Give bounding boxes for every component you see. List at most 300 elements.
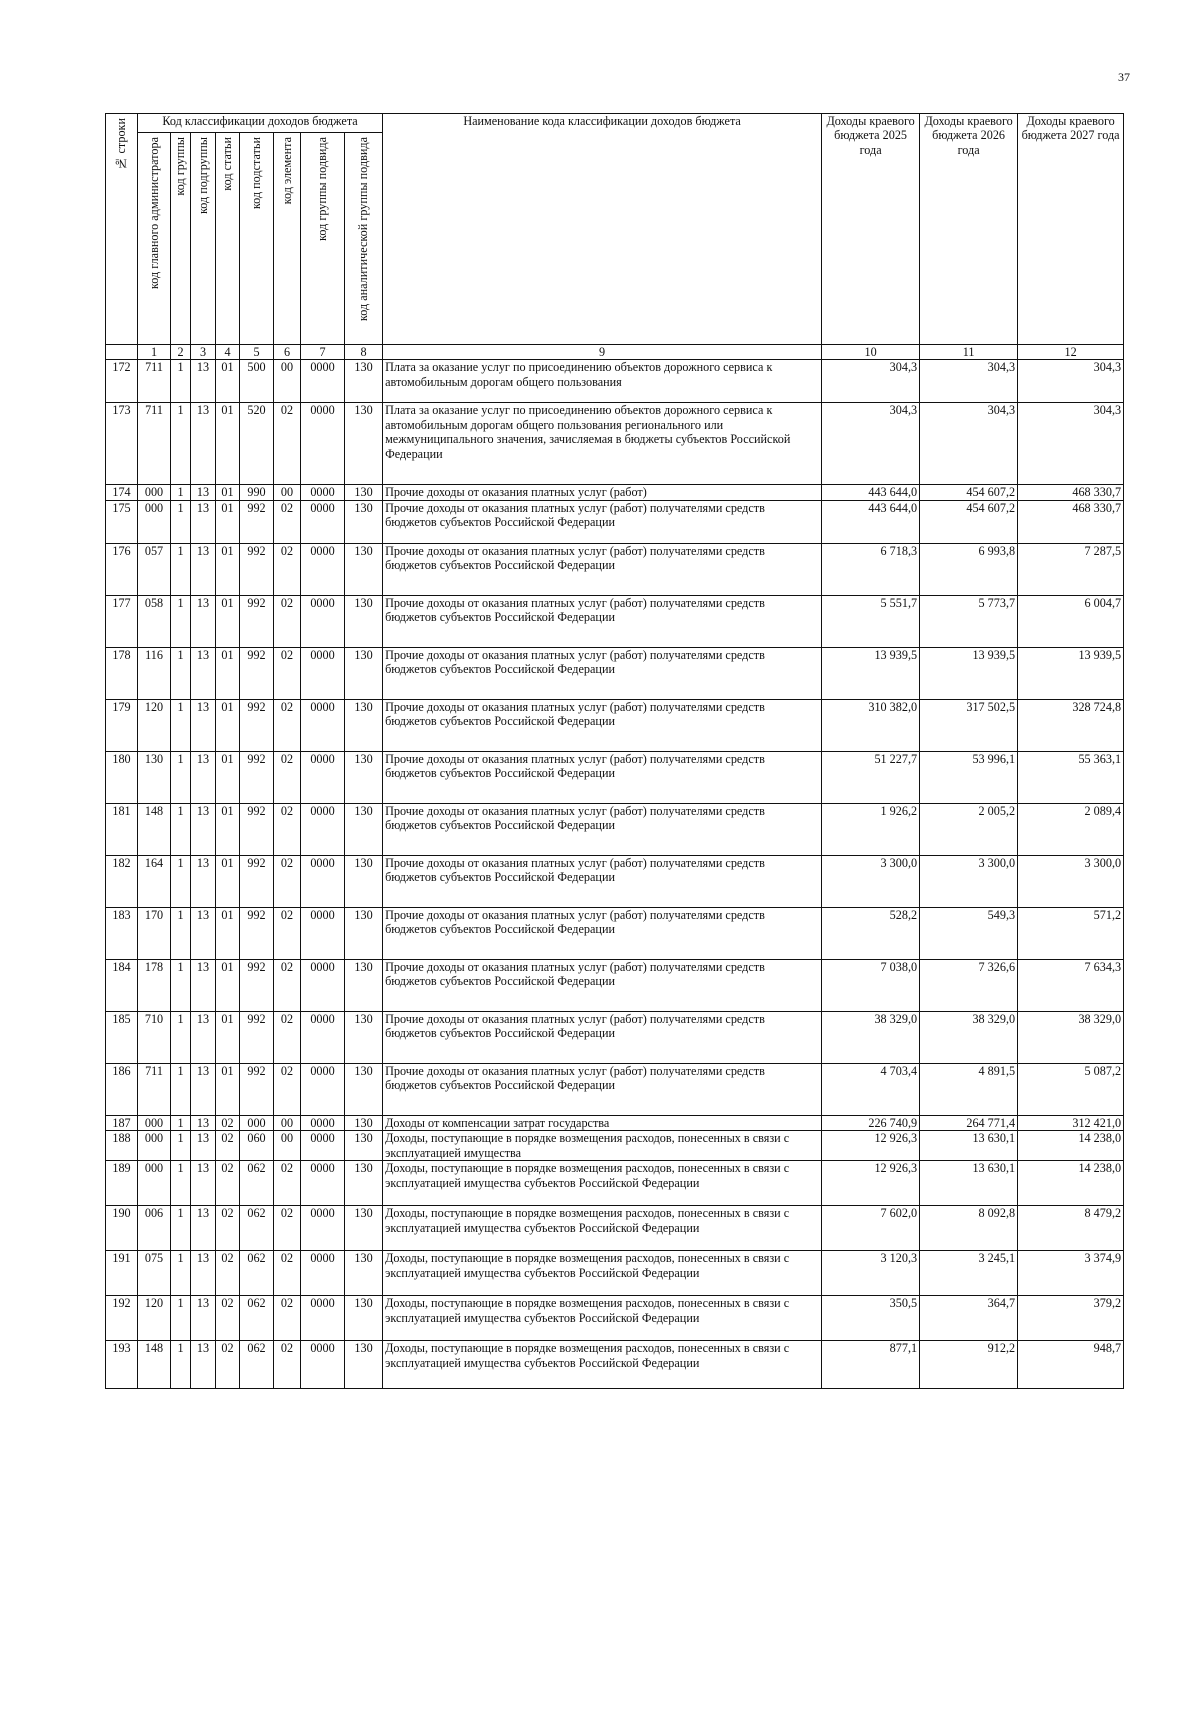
header-analytic-subtype-code: код аналитической группы подвида	[345, 133, 383, 345]
element-code: 00	[274, 1131, 301, 1161]
subgroup-code: 13	[191, 1206, 216, 1251]
group-code: 1	[171, 485, 191, 500]
row-number: 177	[106, 595, 138, 647]
group-code: 1	[171, 1011, 191, 1063]
column-number: 4	[216, 345, 240, 360]
article-code: 01	[216, 1063, 240, 1115]
column-number	[106, 345, 138, 360]
revenue-name: Доходы, поступающие в порядке возмещения расходов, понесенных в связи с эксплуатацией имущества	[383, 1131, 822, 1161]
column-number: 7	[301, 345, 345, 360]
admin-code: 711	[138, 360, 171, 403]
group-code: 1	[171, 360, 191, 403]
subtype-group-code: 0000	[301, 1206, 345, 1251]
element-code: 02	[274, 1206, 301, 1251]
column-number-row	[106, 345, 1124, 360]
subtype-group-code: 0000	[301, 699, 345, 751]
header-year-2025: Доходы краевого бюджета 2025 года	[822, 114, 920, 345]
subgroup-code: 13	[191, 907, 216, 959]
subgroup-code: 13	[191, 500, 216, 543]
header-row-number: № строки	[106, 114, 138, 345]
group-code: 1	[171, 1206, 191, 1251]
table-row	[106, 1115, 1124, 1130]
element-code: 02	[274, 1251, 301, 1296]
subtype-group-code: 0000	[301, 1251, 345, 1296]
amount-2027: 312 421,0	[1018, 1115, 1124, 1130]
amount-2027: 14 238,0	[1018, 1161, 1124, 1206]
amount-2027: 38 329,0	[1018, 1011, 1124, 1063]
revenue-name: Доходы, поступающие в порядке возмещения расходов, понесенных в связи с эксплуатацией имущества субъектов Российской Федерации	[383, 1341, 822, 1389]
header-subtype-group-code: код группы подвида	[301, 133, 345, 345]
amount-2025: 350,5	[822, 1296, 920, 1341]
group-code: 1	[171, 500, 191, 543]
row-number: 172	[106, 360, 138, 403]
header-name-column: Наименование кода классификации доходов бюджета	[383, 114, 822, 345]
subarticle-code: 000	[240, 1115, 274, 1130]
analytic-subtype-code: 130	[345, 1161, 383, 1206]
amount-2025: 304,3	[822, 403, 920, 485]
subtype-group-code: 0000	[301, 959, 345, 1011]
subtype-group-code: 0000	[301, 803, 345, 855]
analytic-subtype-code: 130	[345, 907, 383, 959]
subarticle-code: 062	[240, 1296, 274, 1341]
analytic-subtype-code: 130	[345, 500, 383, 543]
revenue-name: Прочие доходы от оказания платных услуг (работ) получателями средств бюджетов субъектов Российской Федерации	[383, 803, 822, 855]
article-code: 01	[216, 403, 240, 485]
group-code: 1	[171, 1131, 191, 1161]
amount-2027: 3 374,9	[1018, 1251, 1124, 1296]
row-number: 192	[106, 1296, 138, 1341]
subtype-group-code: 0000	[301, 1161, 345, 1206]
subgroup-code: 13	[191, 699, 216, 751]
amount-2025: 51 227,7	[822, 751, 920, 803]
analytic-subtype-code: 130	[345, 360, 383, 403]
table-row	[106, 855, 1124, 907]
subgroup-code: 13	[191, 855, 216, 907]
revenue-classification-table	[105, 113, 1124, 1389]
amount-2025: 13 939,5	[822, 647, 920, 699]
group-code: 1	[171, 595, 191, 647]
amount-2027: 468 330,7	[1018, 485, 1124, 500]
element-code: 02	[274, 1161, 301, 1206]
amount-2027: 304,3	[1018, 360, 1124, 403]
analytic-subtype-code: 130	[345, 1206, 383, 1251]
amount-2027: 6 004,7	[1018, 595, 1124, 647]
amount-2026: 264 771,4	[920, 1115, 1018, 1130]
table-row	[106, 751, 1124, 803]
amount-2026: 364,7	[920, 1296, 1018, 1341]
element-code: 00	[274, 360, 301, 403]
admin-code: 000	[138, 500, 171, 543]
admin-code: 711	[138, 1063, 171, 1115]
subgroup-code: 13	[191, 485, 216, 500]
article-code: 02	[216, 1296, 240, 1341]
amount-2025: 304,3	[822, 360, 920, 403]
group-code: 1	[171, 907, 191, 959]
amount-2026: 13 630,1	[920, 1131, 1018, 1161]
subgroup-code: 13	[191, 360, 216, 403]
amount-2025: 226 740,9	[822, 1115, 920, 1130]
admin-code: 006	[138, 1206, 171, 1251]
article-code: 01	[216, 500, 240, 543]
amount-2027: 7 634,3	[1018, 959, 1124, 1011]
header-admin-code: код главного администратора	[138, 133, 171, 345]
subtype-group-code: 0000	[301, 360, 345, 403]
analytic-subtype-code: 130	[345, 543, 383, 595]
amount-2025: 443 644,0	[822, 485, 920, 500]
amount-2026: 304,3	[920, 360, 1018, 403]
revenue-name: Прочие доходы от оказания платных услуг (работ) получателями средств бюджетов субъектов Российской Федерации	[383, 595, 822, 647]
amount-2027: 948,7	[1018, 1341, 1124, 1389]
revenue-name: Плата за оказание услуг по присоединению объектов дорожного сервиса к автомобильным дорогам общего пользования	[383, 360, 822, 403]
amount-2027: 13 939,5	[1018, 647, 1124, 699]
row-number: 188	[106, 1131, 138, 1161]
amount-2027: 7 287,5	[1018, 543, 1124, 595]
revenue-name: Прочие доходы от оказания платных услуг (работ) получателями средств бюджетов субъектов Российской Федерации	[383, 907, 822, 959]
column-number: 5	[240, 345, 274, 360]
table-row	[106, 1206, 1124, 1251]
admin-code: 130	[138, 751, 171, 803]
subgroup-code: 13	[191, 803, 216, 855]
row-number: 193	[106, 1341, 138, 1389]
analytic-subtype-code: 130	[345, 699, 383, 751]
admin-code: 164	[138, 855, 171, 907]
revenue-name: Прочие доходы от оказания платных услуг (работ) получателями средств бюджетов субъектов Российской Федерации	[383, 647, 822, 699]
subtype-group-code: 0000	[301, 1341, 345, 1389]
admin-code: 000	[138, 1131, 171, 1161]
admin-code: 000	[138, 485, 171, 500]
admin-code: 057	[138, 543, 171, 595]
group-code: 1	[171, 751, 191, 803]
admin-code: 178	[138, 959, 171, 1011]
subgroup-code: 13	[191, 1115, 216, 1130]
amount-2025: 6 718,3	[822, 543, 920, 595]
group-code: 1	[171, 403, 191, 485]
row-number: 190	[106, 1206, 138, 1251]
amount-2025: 7 038,0	[822, 959, 920, 1011]
analytic-subtype-code: 130	[345, 403, 383, 485]
row-number: 181	[106, 803, 138, 855]
table-row	[106, 1251, 1124, 1296]
amount-2025: 12 926,3	[822, 1131, 920, 1161]
amount-2026: 4 891,5	[920, 1063, 1018, 1115]
amount-2027: 379,2	[1018, 1296, 1124, 1341]
amount-2025: 528,2	[822, 907, 920, 959]
element-code: 02	[274, 907, 301, 959]
table-row	[106, 803, 1124, 855]
subgroup-code: 13	[191, 647, 216, 699]
column-number: 12	[1018, 345, 1124, 360]
row-number: 184	[106, 959, 138, 1011]
element-code: 00	[274, 1115, 301, 1130]
subtype-group-code: 0000	[301, 1296, 345, 1341]
analytic-subtype-code: 130	[345, 1296, 383, 1341]
amount-2027: 468 330,7	[1018, 500, 1124, 543]
amount-2027: 2 089,4	[1018, 803, 1124, 855]
table-row	[106, 595, 1124, 647]
row-number: 191	[106, 1251, 138, 1296]
header-year-2026: Доходы краевого бюджета 2026 года	[920, 114, 1018, 345]
amount-2026: 53 996,1	[920, 751, 1018, 803]
amount-2025: 443 644,0	[822, 500, 920, 543]
amount-2026: 549,3	[920, 907, 1018, 959]
subarticle-code: 992	[240, 1063, 274, 1115]
subtype-group-code: 0000	[301, 647, 345, 699]
analytic-subtype-code: 130	[345, 959, 383, 1011]
amount-2025: 5 551,7	[822, 595, 920, 647]
article-code: 01	[216, 803, 240, 855]
group-code: 1	[171, 699, 191, 751]
amount-2027: 5 087,2	[1018, 1063, 1124, 1115]
group-code: 1	[171, 1341, 191, 1389]
subgroup-code: 13	[191, 1131, 216, 1161]
article-code: 02	[216, 1251, 240, 1296]
amount-2026: 304,3	[920, 403, 1018, 485]
table-row	[106, 647, 1124, 699]
analytic-subtype-code: 130	[345, 1011, 383, 1063]
header-group-code: код группы	[171, 133, 191, 345]
admin-code: 120	[138, 699, 171, 751]
subgroup-code: 13	[191, 543, 216, 595]
amount-2027: 328 724,8	[1018, 699, 1124, 751]
amount-2027: 14 238,0	[1018, 1131, 1124, 1161]
table-row	[106, 1296, 1124, 1341]
row-number: 176	[106, 543, 138, 595]
revenue-name: Доходы, поступающие в порядке возмещения расходов, понесенных в связи с эксплуатацией имущества субъектов Российской Федерации	[383, 1206, 822, 1251]
amount-2027: 304,3	[1018, 403, 1124, 485]
subgroup-code: 13	[191, 751, 216, 803]
analytic-subtype-code: 130	[345, 803, 383, 855]
revenue-name: Прочие доходы от оказания платных услуг (работ) получателями средств бюджетов субъектов Российской Федерации	[383, 543, 822, 595]
subtype-group-code: 0000	[301, 1011, 345, 1063]
column-number: 2	[171, 345, 191, 360]
table-row	[106, 699, 1124, 751]
subgroup-code: 13	[191, 403, 216, 485]
table-row	[106, 1341, 1124, 1389]
analytic-subtype-code: 130	[345, 1251, 383, 1296]
article-code: 01	[216, 1011, 240, 1063]
subarticle-code: 992	[240, 855, 274, 907]
subtype-group-code: 0000	[301, 595, 345, 647]
amount-2026: 912,2	[920, 1341, 1018, 1389]
amount-2026: 2 005,2	[920, 803, 1018, 855]
analytic-subtype-code: 130	[345, 855, 383, 907]
subarticle-code: 992	[240, 699, 274, 751]
subarticle-code: 500	[240, 360, 274, 403]
table-row	[106, 959, 1124, 1011]
article-code: 01	[216, 699, 240, 751]
amount-2026: 3 300,0	[920, 855, 1018, 907]
amount-2026: 5 773,7	[920, 595, 1018, 647]
amount-2025: 12 926,3	[822, 1161, 920, 1206]
subarticle-code: 062	[240, 1206, 274, 1251]
element-code: 02	[274, 647, 301, 699]
article-code: 01	[216, 543, 240, 595]
revenue-name: Прочие доходы от оказания платных услуг (работ) получателями средств бюджетов субъектов Российской Федерации	[383, 1011, 822, 1063]
admin-code: 058	[138, 595, 171, 647]
article-code: 01	[216, 855, 240, 907]
amount-2026: 13 630,1	[920, 1161, 1018, 1206]
table-row	[106, 360, 1124, 403]
subarticle-code: 062	[240, 1341, 274, 1389]
admin-code: 148	[138, 803, 171, 855]
amount-2026: 6 993,8	[920, 543, 1018, 595]
element-code: 02	[274, 1341, 301, 1389]
header-subgroup-code: код подгруппы	[191, 133, 216, 345]
admin-code: 148	[138, 1341, 171, 1389]
amount-2026: 8 092,8	[920, 1206, 1018, 1251]
analytic-subtype-code: 130	[345, 595, 383, 647]
element-code: 02	[274, 699, 301, 751]
amount-2025: 310 382,0	[822, 699, 920, 751]
group-code: 1	[171, 803, 191, 855]
subarticle-code: 992	[240, 647, 274, 699]
amount-2027: 55 363,1	[1018, 751, 1124, 803]
page-number: 37	[1118, 70, 1130, 84]
subtype-group-code: 0000	[301, 485, 345, 500]
column-number: 10	[822, 345, 920, 360]
amount-2026: 13 939,5	[920, 647, 1018, 699]
element-code: 02	[274, 595, 301, 647]
analytic-subtype-code: 130	[345, 485, 383, 500]
element-code: 02	[274, 803, 301, 855]
article-code: 01	[216, 907, 240, 959]
subtype-group-code: 0000	[301, 1131, 345, 1161]
table-row	[106, 1131, 1124, 1161]
revenue-name: Прочие доходы от оказания платных услуг (работ) получателями средств бюджетов субъектов Российской Федерации	[383, 500, 822, 543]
analytic-subtype-code: 130	[345, 647, 383, 699]
subgroup-code: 13	[191, 1161, 216, 1206]
amount-2026: 317 502,5	[920, 699, 1018, 751]
subarticle-code: 990	[240, 485, 274, 500]
subtype-group-code: 0000	[301, 1115, 345, 1130]
subarticle-code: 992	[240, 751, 274, 803]
amount-2027: 3 300,0	[1018, 855, 1124, 907]
group-code: 1	[171, 1161, 191, 1206]
header-classification-group: Код классификации доходов бюджета	[138, 114, 383, 133]
revenue-name: Прочие доходы от оказания платных услуг (работ) получателями средств бюджетов субъектов Российской Федерации	[383, 699, 822, 751]
element-code: 02	[274, 959, 301, 1011]
article-code: 02	[216, 1206, 240, 1251]
amount-2026: 454 607,2	[920, 485, 1018, 500]
subarticle-code: 992	[240, 907, 274, 959]
row-number: 180	[106, 751, 138, 803]
amount-2027: 571,2	[1018, 907, 1124, 959]
article-code: 01	[216, 647, 240, 699]
group-code: 1	[171, 959, 191, 1011]
subgroup-code: 13	[191, 595, 216, 647]
element-code: 02	[274, 855, 301, 907]
article-code: 01	[216, 595, 240, 647]
revenue-name: Прочие доходы от оказания платных услуг (работ) получателями средств бюджетов субъектов Российской Федерации	[383, 959, 822, 1011]
table-row	[106, 1063, 1124, 1115]
admin-code: 170	[138, 907, 171, 959]
subgroup-code: 13	[191, 959, 216, 1011]
subtype-group-code: 0000	[301, 403, 345, 485]
column-number: 9	[383, 345, 822, 360]
amount-2026: 3 245,1	[920, 1251, 1018, 1296]
group-code: 1	[171, 855, 191, 907]
table-row	[106, 500, 1124, 543]
column-number: 3	[191, 345, 216, 360]
article-code: 01	[216, 959, 240, 1011]
admin-code: 000	[138, 1115, 171, 1130]
row-number: 185	[106, 1011, 138, 1063]
row-number: 182	[106, 855, 138, 907]
subarticle-code: 062	[240, 1251, 274, 1296]
subarticle-code: 060	[240, 1131, 274, 1161]
article-code: 01	[216, 360, 240, 403]
element-code: 02	[274, 403, 301, 485]
row-number: 186	[106, 1063, 138, 1115]
subgroup-code: 13	[191, 1341, 216, 1389]
header-subarticle-code: код подстатьи	[240, 133, 274, 345]
revenue-name: Плата за оказание услуг по присоединению объектов дорожного сервиса к автомобильным дорогам общего пользования регионального или межмуниципального значения, зачисляемая в бюджеты субъектов Российской Федерации	[383, 403, 822, 485]
admin-code: 116	[138, 647, 171, 699]
revenue-name: Доходы, поступающие в порядке возмещения расходов, понесенных в связи с эксплуатацией имущества субъектов Российской Федерации	[383, 1251, 822, 1296]
admin-code: 710	[138, 1011, 171, 1063]
row-number: 178	[106, 647, 138, 699]
article-code: 02	[216, 1161, 240, 1206]
group-code: 1	[171, 1115, 191, 1130]
revenue-name: Доходы, поступающие в порядке возмещения расходов, понесенных в связи с эксплуатацией имущества субъектов Российской Федерации	[383, 1161, 822, 1206]
amount-2027: 8 479,2	[1018, 1206, 1124, 1251]
group-code: 1	[171, 1063, 191, 1115]
admin-code: 120	[138, 1296, 171, 1341]
element-code: 02	[274, 1011, 301, 1063]
amount-2026: 38 329,0	[920, 1011, 1018, 1063]
subgroup-code: 13	[191, 1251, 216, 1296]
amount-2026: 454 607,2	[920, 500, 1018, 543]
subtype-group-code: 0000	[301, 1063, 345, 1115]
analytic-subtype-code: 130	[345, 1063, 383, 1115]
element-code: 02	[274, 1063, 301, 1115]
subarticle-code: 992	[240, 595, 274, 647]
row-number: 189	[106, 1161, 138, 1206]
header-element-code: код элемента	[274, 133, 301, 345]
subtype-group-code: 0000	[301, 751, 345, 803]
article-code: 02	[216, 1341, 240, 1389]
table-body	[106, 360, 1124, 1389]
header-article-code: код статьи	[216, 133, 240, 345]
amount-2025: 877,1	[822, 1341, 920, 1389]
admin-code: 075	[138, 1251, 171, 1296]
table-row	[106, 403, 1124, 485]
amount-2025: 1 926,2	[822, 803, 920, 855]
revenue-name: Доходы от компенсации затрат государства	[383, 1115, 822, 1130]
element-code: 02	[274, 543, 301, 595]
row-number: 179	[106, 699, 138, 751]
row-number: 187	[106, 1115, 138, 1130]
table-row	[106, 1011, 1124, 1063]
amount-2026: 7 326,6	[920, 959, 1018, 1011]
revenue-name: Прочие доходы от оказания платных услуг (работ) получателями средств бюджетов субъектов Российской Федерации	[383, 1063, 822, 1115]
article-code: 01	[216, 485, 240, 500]
table-row	[106, 485, 1124, 500]
element-code: 00	[274, 485, 301, 500]
subarticle-code: 992	[240, 803, 274, 855]
analytic-subtype-code: 130	[345, 751, 383, 803]
table-row	[106, 543, 1124, 595]
element-code: 02	[274, 751, 301, 803]
subtype-group-code: 0000	[301, 855, 345, 907]
subtype-group-code: 0000	[301, 543, 345, 595]
column-number: 11	[920, 345, 1018, 360]
subgroup-code: 13	[191, 1063, 216, 1115]
table-row	[106, 907, 1124, 959]
row-number: 173	[106, 403, 138, 485]
subgroup-code: 13	[191, 1296, 216, 1341]
subarticle-code: 992	[240, 500, 274, 543]
